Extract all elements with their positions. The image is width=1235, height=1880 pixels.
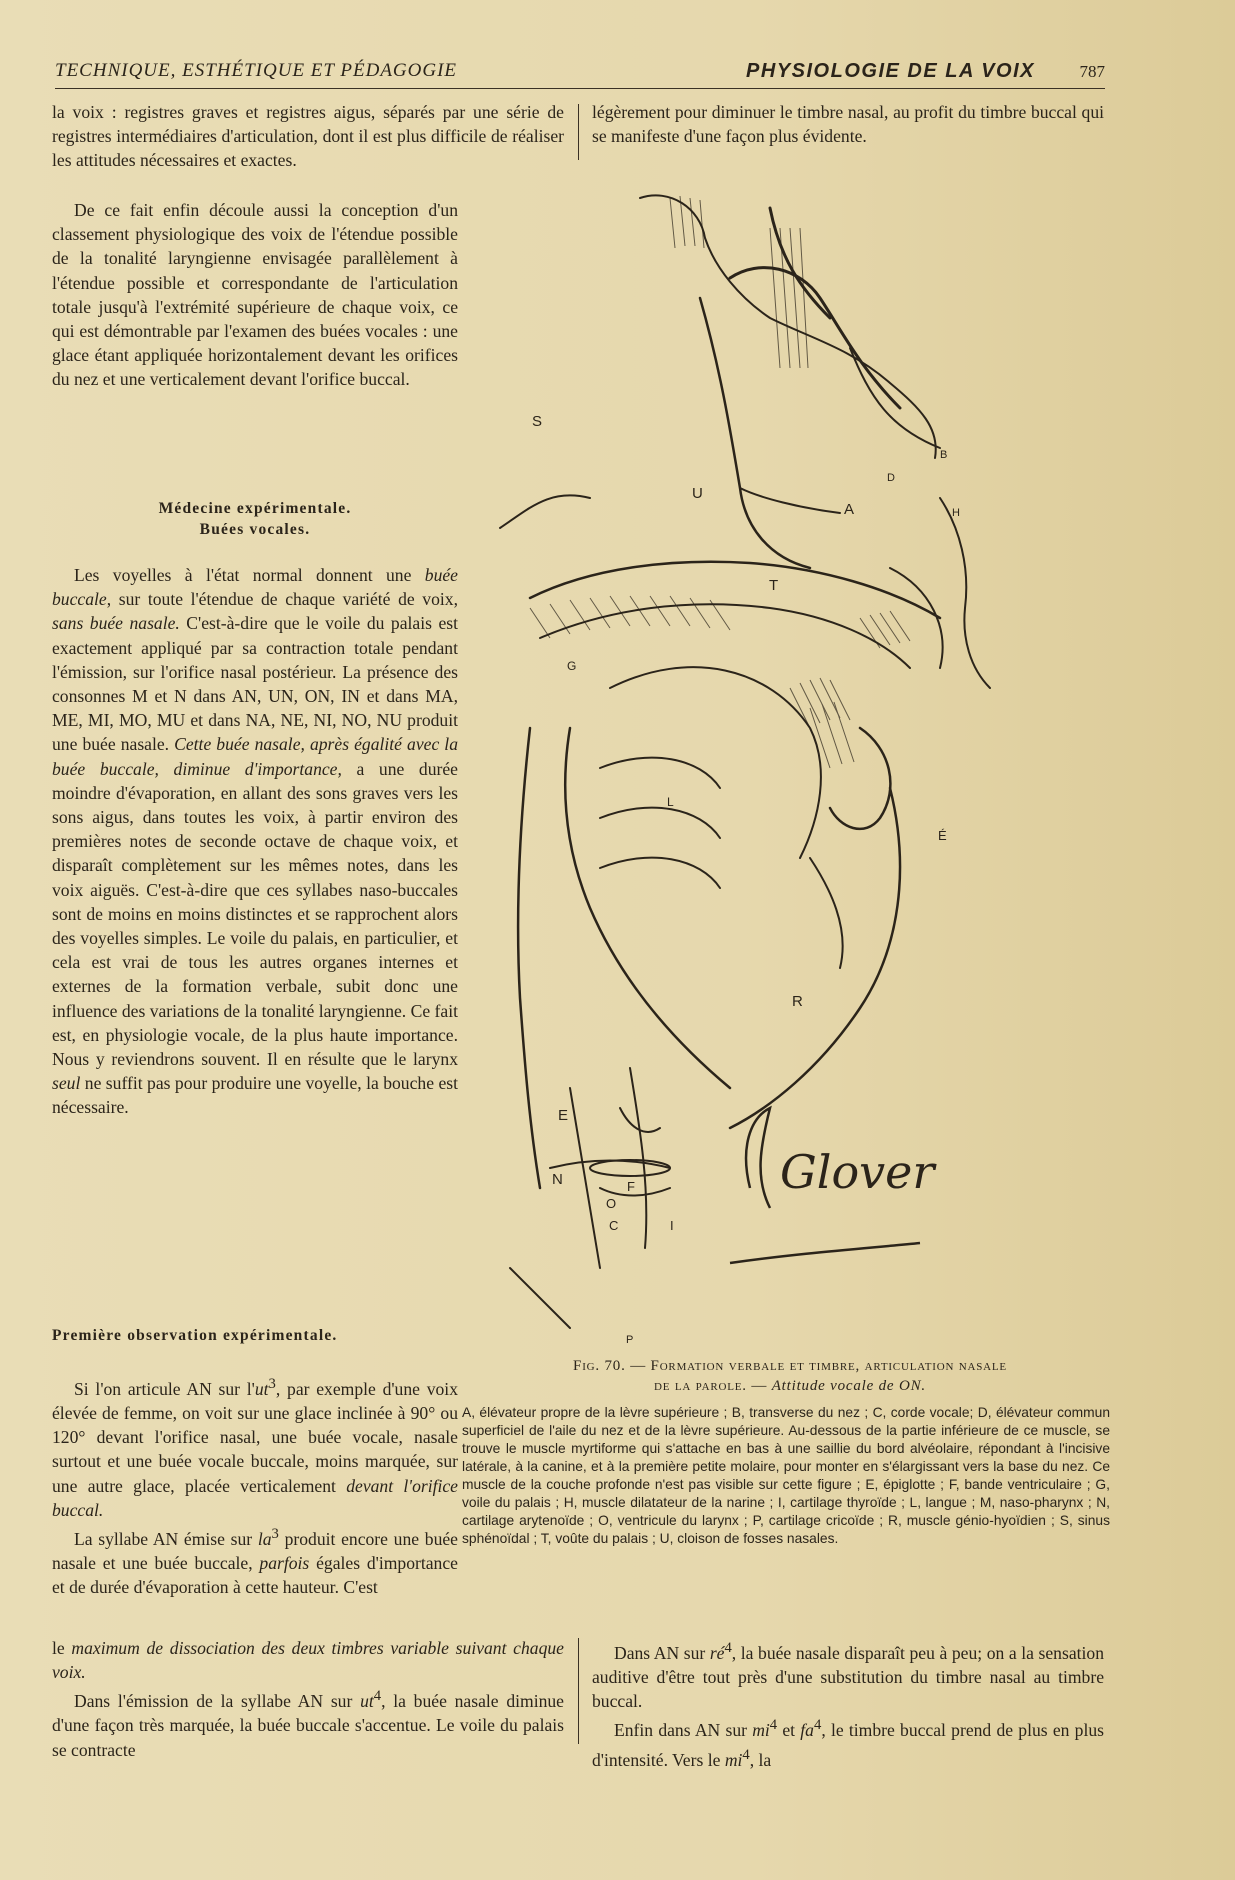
paragraph: Dans l'émission de la syllabe AN sur $ut^4$, la buée nasale diminue d'une façon très marquée, la buée buccale s'accentue. Le voile du palais se contracte bbox=[52, 1688, 564, 1760]
header-left-title: TECHNIQUE, ESTHÉTIQUE ET PÉDAGOGIE bbox=[55, 60, 458, 81]
label-R: R bbox=[792, 993, 803, 1010]
left-column-mid bbox=[52, 563, 458, 1120]
paragraph: Enfin dans AN sur $mi^4$ et $fa^4$, le timbre buccal prend de plus en plus d'intensité. Vers le $mi^4$, la bbox=[592, 1717, 1105, 1770]
section-heading-line2: Buées vocales. bbox=[199, 521, 311, 538]
header-right-title: PHYSIOLOGIE DE LA VOIX bbox=[746, 60, 1035, 82]
column-divider-bottom bbox=[578, 1638, 579, 1744]
column-divider-top bbox=[578, 104, 579, 160]
bottom-left-column bbox=[52, 1636, 564, 1762]
label-E: E bbox=[558, 1107, 569, 1124]
running-header bbox=[55, 58, 1105, 89]
signature: Glover bbox=[780, 1145, 935, 1199]
section-heading-buees bbox=[52, 498, 458, 540]
label-G: G bbox=[567, 659, 577, 673]
label-E-upper: É bbox=[938, 828, 947, 843]
left-column-top-2 bbox=[52, 198, 458, 392]
label-A: A bbox=[844, 501, 855, 518]
label-D: D bbox=[887, 472, 895, 484]
paragraph: Si l'on articule AN sur $l'ut^3$, par exemple d'une voix élevée de femme, on voit sur une glace inclinée à 90° ou 120° devant l'orifice nasal, une buée vocale, nasale surtout et une buée vocale buccale, moins marquée, sur une autre glace, placée verticalement devant l'orifice buccal. bbox=[52, 1376, 458, 1520]
paragraph: Dans AN sur $ré^4$, la buée nasale disparaît peu à peu; on a la sensation auditive d'être tout près d'une substitution du timbre nasal au timbre buccal. bbox=[592, 1640, 1104, 1712]
label-S: S bbox=[532, 413, 543, 430]
label-N: N bbox=[552, 1171, 563, 1188]
figure-caption bbox=[480, 1356, 1100, 1396]
paragraph: la voix : registres graves et registres aigus, séparés par une série de registres intermédiaires d'articulation, dont il est plus difficile de réaliser les attitudes nécessaires et exactes. bbox=[52, 102, 564, 171]
label-P: P bbox=[626, 1334, 634, 1346]
left-column-bottom bbox=[52, 1372, 458, 1600]
paragraph: le maximum de dissociation des deux timbres variable suivant chaque voix. bbox=[52, 1638, 564, 1683]
bottom-right-column bbox=[592, 1636, 1104, 1772]
paragraph: De ce fait enfin découle aussi la conception d'un classement physiologique des voix de l'étendue possible de la tonalité laryngienne envisagée parallèlement à l'étendue possible et correspondante de l'articulation totale jusqu'à l'extrémité supérieure de chaque voix, ce qui est démontrable par l'examen des buées vocales : une glace étant appliquée horizontalement devant les orifices du nez et une verticalement devant l'orifice buccal. bbox=[52, 200, 458, 390]
figure-legend: A, élévateur propre de la lèvre supérieure ; B, transverse du nez ; C, corde vocale; D, élévateur commun superficiel de l'aile du nez et de la lèvre supérieure. Au-dessous de la partie inférieure de ce muscle, se trouve le muscle myrtiforme qui s'attache en bas à une saillie du bord alvéolaire, répondant à l'incisive latérale, à la canine, et à la première petite molaire, pour monter en s'élargissant vers la base du nez. Ce muscle de la couche profonde n'est pas visible sur cette figure ; E, épiglotte ; F, bande ventriculaire ; G, voile du palais ; H, muscle dilatateur de la narine ; I, cartilage thyroïde ; L, langue ; M, naso-pharynx ; N, cartilage arytenoïde ; O, ventricule du larynx ; P, cartilage cricoïde ; R, muscle génio-hyoïdien ; S, sinus sphénoïdal ; T, voûte du palais ; U, cloison de fosses nasales. bbox=[462, 1405, 1110, 1546]
label-C: C bbox=[609, 1218, 619, 1233]
label-I: I bbox=[670, 1218, 674, 1233]
label-O: O bbox=[606, 1196, 617, 1211]
anatomy-figure bbox=[470, 168, 1110, 1348]
label-T: T bbox=[769, 577, 779, 594]
label-B: B bbox=[940, 449, 948, 461]
page-number: 787 bbox=[1079, 62, 1105, 81]
section-heading-observation: Première observation expérimentale. bbox=[52, 1327, 338, 1344]
paragraph: légèrement pour diminuer le timbre nasal, au profit du timbre buccal qui se manifeste d'une façon plus évidente. bbox=[592, 102, 1104, 147]
right-column-top bbox=[592, 100, 1104, 148]
left-column-top bbox=[52, 100, 564, 173]
label-F: F bbox=[627, 1179, 635, 1194]
paragraph: Les voyelles à l'état normal donnent une buée buccale, sur toute l'étendue de chaque variété de voix, sans buée nasale. C'est-à-dire que le voile du palais est exactement appliqué par sa contraction totale pendant l'émission, sur l'orifice nasal postérieur. La présence des consonnes M et N dans AN, UN, ON, IN et dans MA, ME, MI, MO, MU et dans NA, NE, NI, NO, NU produit une buée nasale. Cette buée nasale, après égalité avec la buée buccale, diminue d'importance, a une durée moindre d'évaporation, en allant des sons graves vers les sons aigus, dans toutes les voix, à partir environ des premières notes de seconde octave de chaque voix, et disparaît complètement sur les mêmes notes, dans les voix aiguës. C'est-à-dire que ces syllabes naso-buccales sont de moins en moins distinctes et se rapprochent alors des voyelles simples. Le voile du palais, en particulier, et cela est vrai de tous les autres organes internes et externes de la formation verbale, subit donc une influence des variations de la tonalité laryngienne. Ce fait est, en physiologie vocale, de la plus haute importance. Nous y reviendrons souvent. Il en résulte que le larynx seul ne suffit pas pour produire une voyelle, la bouche est nécessaire. bbox=[52, 565, 458, 1118]
figure-caption-line1: Fig. 70. — Formation verbale et timbre, articulation nasale bbox=[573, 1358, 1007, 1374]
label-L: L bbox=[667, 795, 674, 809]
figure-caption-line2: de la parole. — Attitude vocale de ON. bbox=[654, 1378, 926, 1394]
section-heading-line1: Médecine expérimentale. bbox=[158, 500, 352, 517]
label-U: U bbox=[692, 485, 703, 502]
paragraph: La syllabe AN émise sur $la^3$ produit encore une buée nasale et une buée buccale, parfois égales d'importance et de durée d'évaporation à cette hauteur. C'est bbox=[52, 1526, 458, 1598]
label-H: H bbox=[952, 507, 960, 519]
